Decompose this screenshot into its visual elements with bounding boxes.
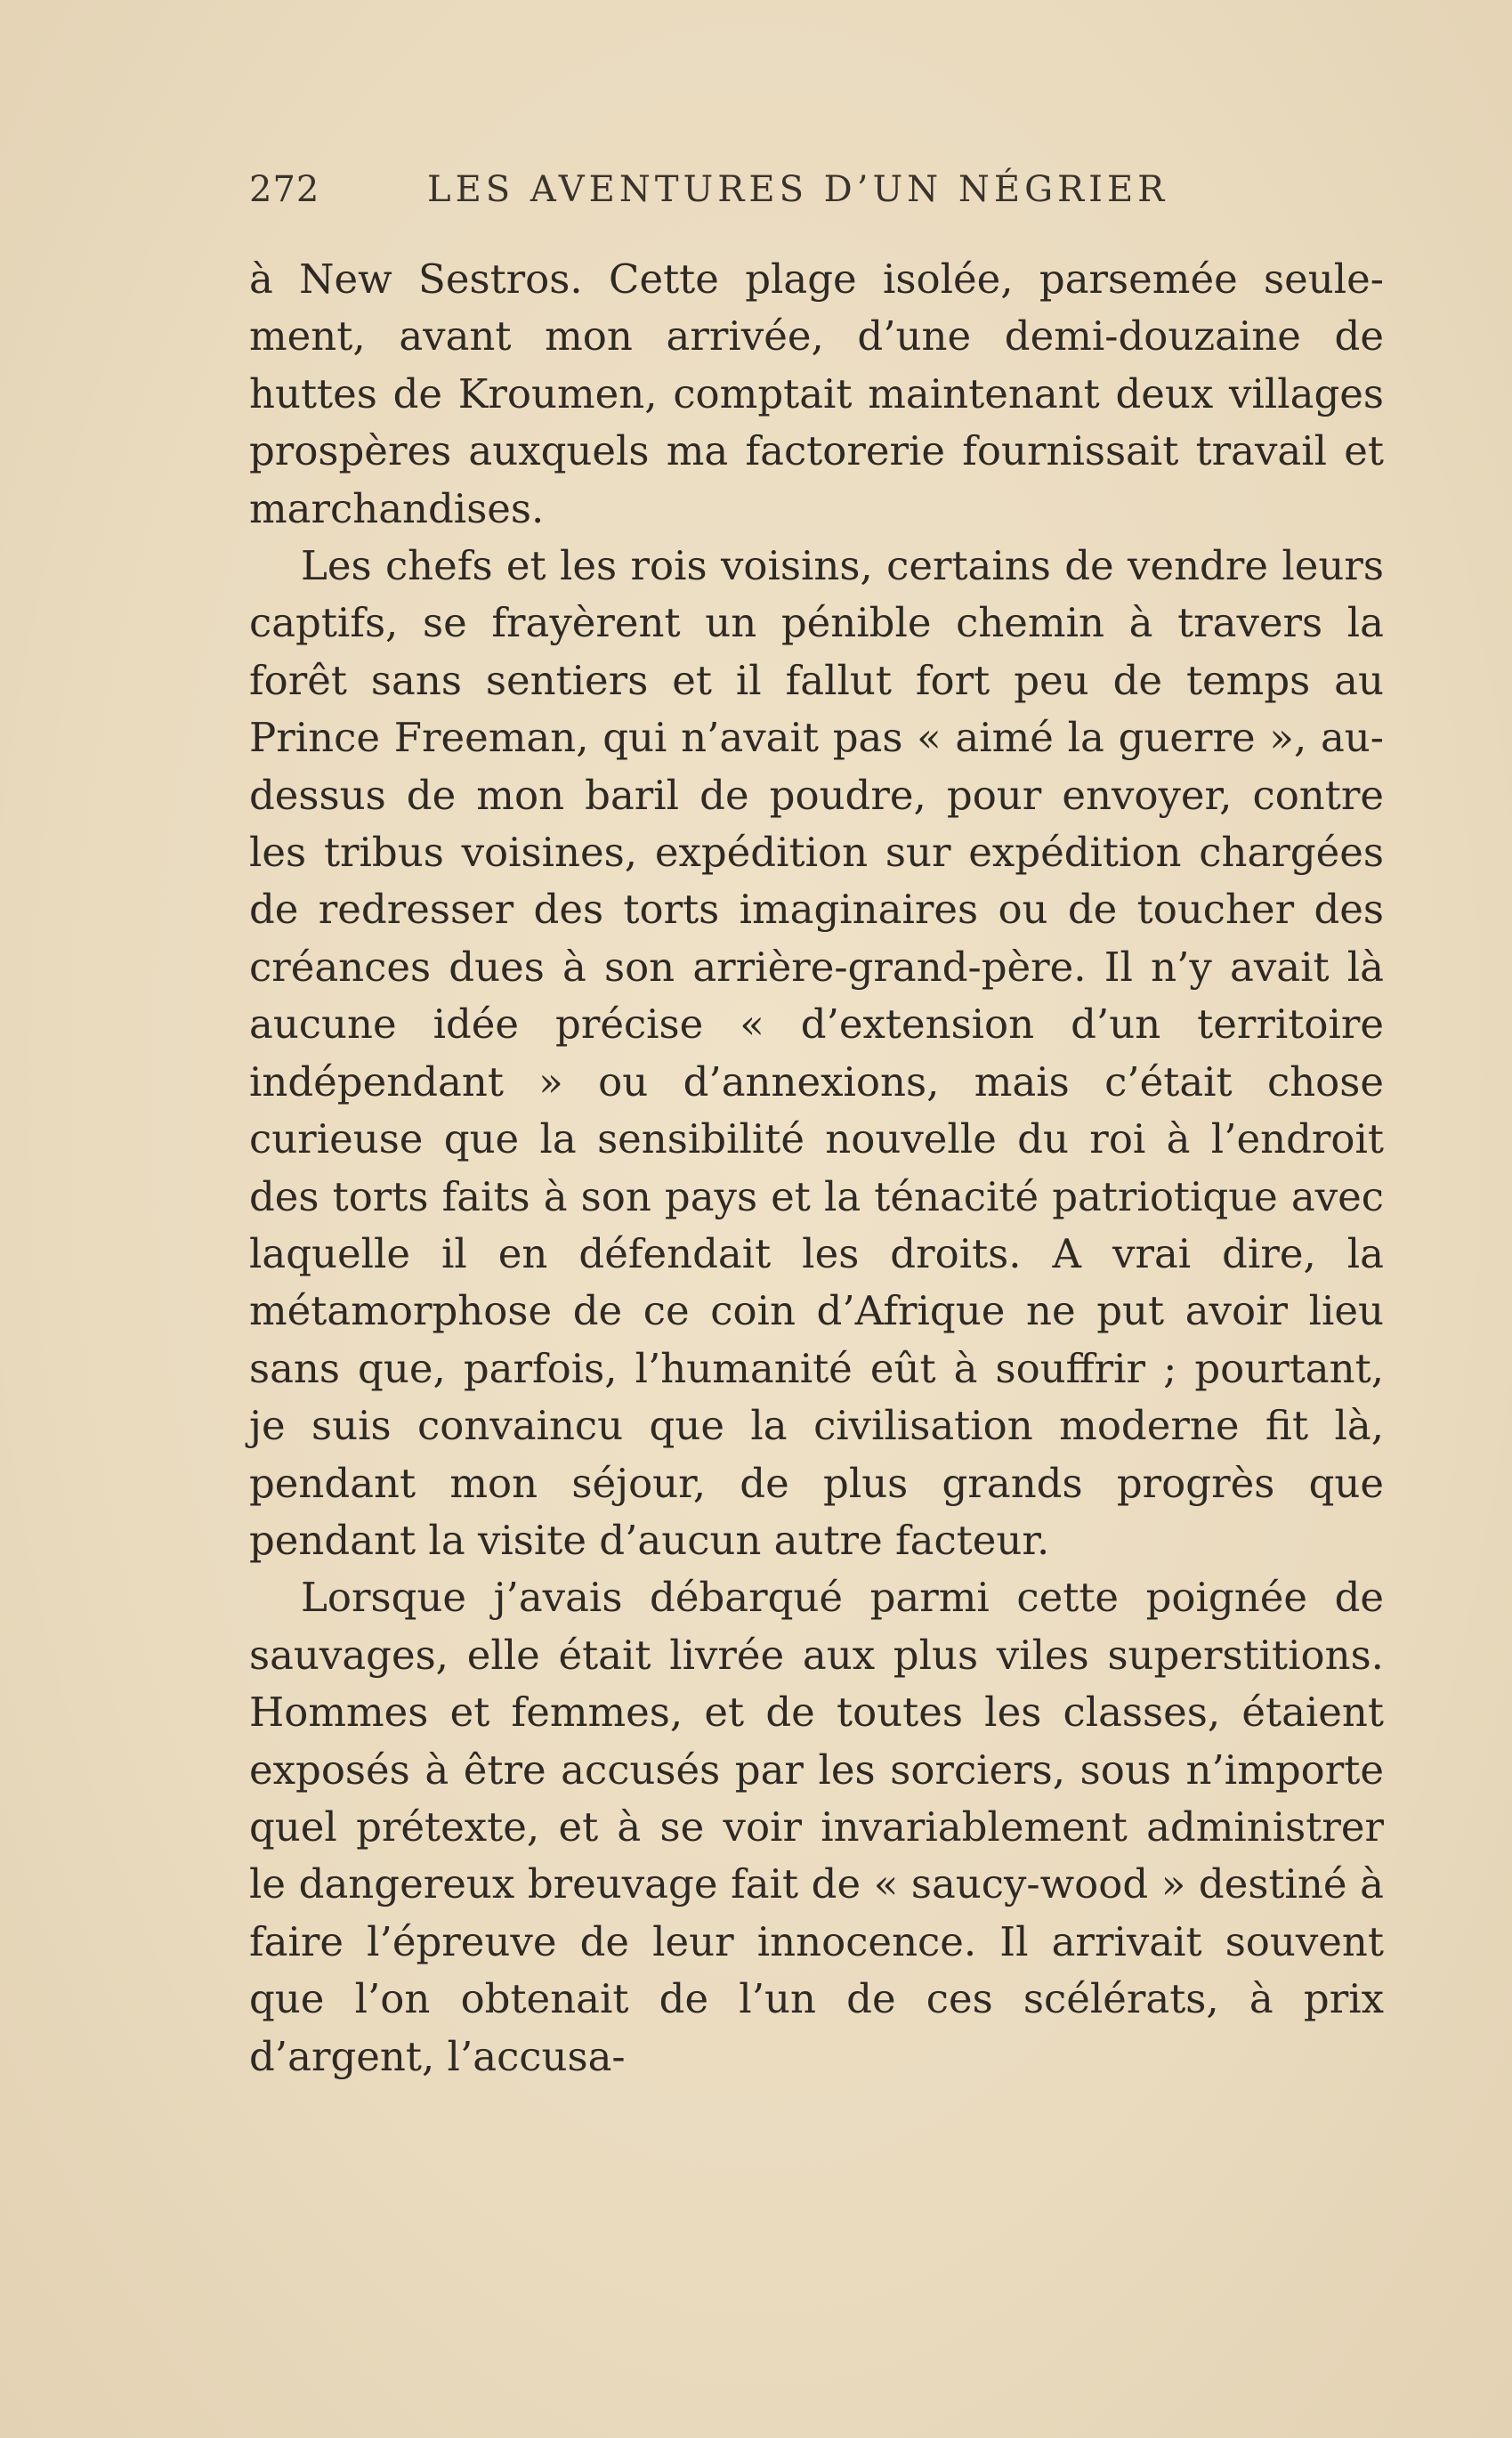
running-title: LES AVENTURES D’UN NÉGRIER (427, 169, 1169, 210)
paragraph-3: Lorsque j’avais débarqué parmi cette poignée de sauvages, elle était livrée aux plus viles superstitions. Hommes et femmes, et de toutes les classes, étaient exposés à être accusés par les sorciers, sous n’importe quel prétexte, et à se voir invariablement administrer le dangereux breuvage fait de « saucy-wood » destiné à faire l’épreuve de leur innocence. Il arrivait souvent que l’on obtenait de l’un de ces scélérats, à prix d’argent, l’accusa- (249, 1574, 1384, 2080)
paragraph-1: à New Sestros. Cette plage isolée, parsemée seulement, avant mon arrivée, d’une demi-douzaine de huttes de Kroumen, comptait maintenant deux villages prospères auxquels ma factorerie fournissait travail et marchandises. (249, 255, 1384, 532)
paragraph-2: Les chefs et les rois voisins, certains de vendre leurs captifs, se frayèrent un pénible chemin à travers la forêt sans sentiers et il fallut fort peu de temps au Prince Freeman, qui n’avait pas « aimé la guerre », au-dessus de mon baril de poudre, pour envoyer, contre les tribus voisines, expédition sur expédition chargées de redresser des torts imaginaires ou de toucher des créances dues à son arrière-grand-père. Il n’y avait là aucune idée précise « d’extension d’un territoire indépendant » ou d’annexions, mais c’était chose curieuse que la sensibilité nouvelle du roi à l’endroit des torts faits à son pays et la ténacité patriotique avec laquelle il en défendait les droits. A vrai dire, la métamorphose de ce coin d’Afrique ne put avoir lieu sans que, parfois, l’humanité eût à souffrir ; pourtant, je suis convaincu que la civilisation moderne fit là, pendant mon séjour, de plus grands progrès que pendant la visite d’aucun autre facteur. (249, 542, 1384, 1564)
body-text (249, 251, 1384, 2086)
page-number: 272 (249, 169, 320, 210)
page-header (249, 169, 1210, 223)
